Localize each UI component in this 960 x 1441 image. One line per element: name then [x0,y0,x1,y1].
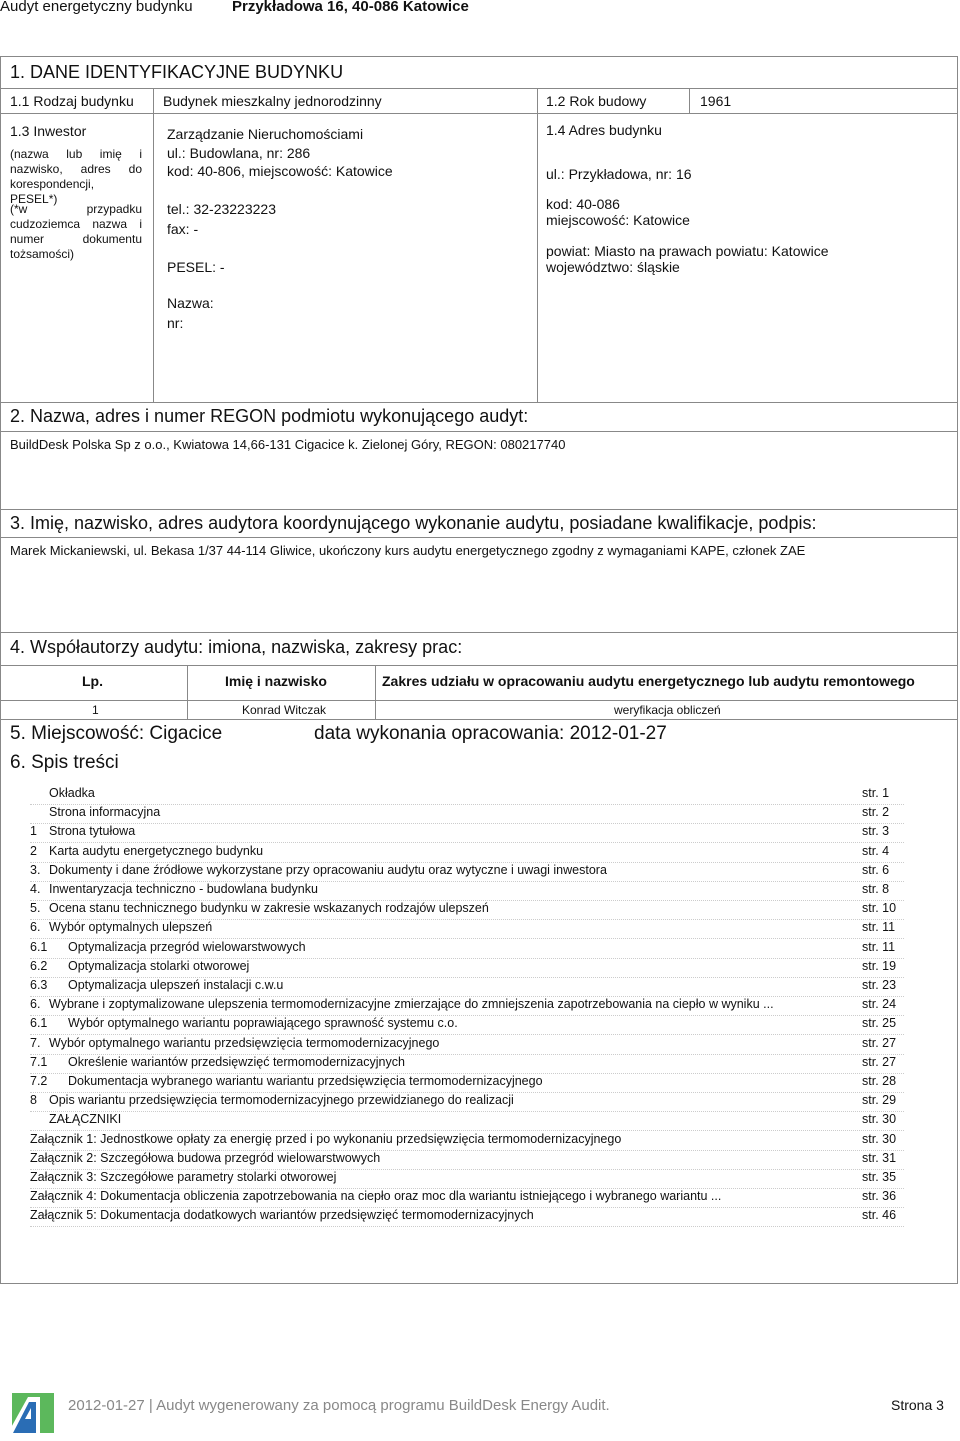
toc-page: str. 35 [862,1170,897,1184]
toc-row [30,997,904,1016]
section5-data: data wykonania opracowania: 2012-01-27 [314,723,667,744]
toc-title: Załącznik 5: Dokumentacja dodatkowych wariantów przedsięwzięć termomodernizacyjnych [30,1208,534,1223]
toc-title: Okładka [49,786,95,800]
toc-number: 6. [30,920,41,935]
toc-title: Wybór optymalnego wariantu przedsięwzięcia termomodernizacyjnego [49,1035,440,1050]
toc-page: str. 11 [862,920,896,935]
toc-page: str. 8 [862,882,890,896]
header-address: Przykładowa 16, 40-086 Katowice [232,0,469,15]
section3-value: Marek Mickaniewski, ul. Bekasa 1/37 44-114 Gliwice, ukończony kurs audytu energetycznego zgodny z wymaganiami KAPE, członek ZAE [10,543,806,558]
section2-value: BuildDesk Polska Sp z o.o., Kwiatowa 14,66-131 Cigacice k. Zielonej Góry, REGON: 080217740 [10,437,566,452]
toc-number: 6.2 [30,958,48,973]
toc-title: Określenie wariantów przedsięwzięć termomodernizacyjnych [68,1054,405,1069]
inwestor-label: 1.3 Inwestor [10,123,87,139]
section5-miejscowosc: 5. Miejscowość: Cigacice [10,723,223,744]
toc-page: str. 27 [862,1035,897,1050]
rodzaj-value: Budynek mieszkalny jednorodzinny [163,93,382,109]
toc-row [30,824,904,843]
toc-page: str. 24 [862,997,897,1012]
toc-title: Inwentaryzacja techniczno - budowlana budynku [49,882,318,896]
inwestor-note2: (*w przypadku cudzoziemca nazwa i numer dokumentu tożsamości) [10,202,142,261]
coauthors-col-lp: Lp. [82,673,103,689]
section1-title: 1. DANE IDENTYFIKACYJNE BUDYNKU [10,62,344,82]
toc-title: Załącznik 2: Szczegółowa budowa przegród wielowarstwowych [30,1150,381,1165]
toc-row [30,920,904,939]
adres-powiat: powiat: Miasto na prawach powiatu: Katowice [546,243,829,259]
toc-page: str. 30 [862,1112,897,1127]
toc-title: Opis wariantu przedsięwzięcia termomodernizacyjnego przewidzianego do realizacji [49,1093,514,1108]
toc-title: Optymalizacja stolarki otworowej [68,958,250,973]
toc-title: Optymalizacja przegród wielowarstwowych [68,939,306,954]
toc-page: str. 36 [862,1189,897,1204]
toc-row [30,940,904,959]
adres-miejscowosc: miejscowość: Katowice [546,212,690,228]
toc-page: str. 19 [862,958,897,973]
toc-number: 8 [30,1093,37,1108]
toc-row [30,805,904,824]
toc-number: 6.1 [30,939,48,954]
rok-value: 1961 [700,93,732,109]
toc-title: Załącznik 1: Jednostkowe opłaty za energię przed i po wykonaniu przedsięwzięcia termomodernizacyjnego [30,1131,622,1146]
section3-title: 3. Imię, nazwisko, adres audytora koordynującego wykonanie audytu, posiadane kwalifikacje, podpis: [10,513,817,533]
section6-title: 6. Spis treści [10,752,119,773]
adres-kod: kod: 40-086 [546,196,620,212]
inwestor-pesel: PESEL: - [167,259,225,275]
toc-row [30,844,904,863]
inwestor-tel: tel.: 32-23223223 [167,201,276,217]
toc-row [30,959,904,978]
toc-title: Załącznik 3: Szczegółowe parametry stolarki otworowej [30,1170,337,1184]
toc-page: str. 3 [862,824,890,839]
toc-number: 4. [30,882,41,896]
inwestor-fax: fax: - [167,221,199,237]
toc-page: str. 25 [862,1016,897,1031]
coauthors-col-name: Imię i nazwisko [225,673,327,689]
toc-page: str. 29 [862,1093,897,1108]
toc-row [30,1016,904,1035]
toc-number: 3. [30,862,41,877]
footer-text: 2012-01-27 | Audyt wygenerowany za pomocą programu BuildDesk Energy Audit. [68,1397,610,1414]
toc-row [30,1074,904,1093]
toc-page: str. 1 [862,786,890,800]
section2-title: 2. Nazwa, adres i numer REGON podmiotu wykonującego audyt: [10,406,529,426]
inwestor-note1: (nazwa lub imię i nazwisko, adres do korespondencji, PESEL*) [10,147,142,206]
toc-title: Załącznik 4: Dokumentacja obliczenia zapotrzebowania na ciepło oraz moc dla wariantu istniejącego i wybranego wariantu ... [30,1189,722,1204]
toc-number: 2 [30,843,37,858]
inwestor-city: kod: 40-806, miejscowość: Katowice [167,163,393,179]
inwestor-nr: nr: [167,315,184,331]
toc-number: 6.1 [30,1016,48,1031]
coauthor-lp: 1 [92,703,99,717]
toc-page: str. 30 [862,1131,897,1146]
toc-title: Karta audytu energetycznego budynku [49,843,264,858]
toc-row [30,1151,904,1170]
toc-page: str. 6 [862,862,890,877]
toc-number: 7.1 [30,1054,48,1069]
coauthor-name: Konrad Witczak [242,703,327,717]
toc-title: Wybór optymalnego wariantu poprawiającego sprawność systemu c.o. [68,1016,458,1031]
toc-row [30,1189,904,1208]
inwestor-name: Zarządzanie Nieruchomościami [167,126,364,142]
toc-row [30,1208,904,1227]
inwestor-nazwa: Nazwa: [167,295,214,311]
toc-number: 5. [30,901,41,916]
header-doc-type: Audyt energetyczny budynku [0,0,193,15]
section4-title: 4. Współautorzy audytu: imiona, nazwiska, zakresy prac: [10,637,463,657]
toc-row [30,1170,904,1189]
footer-page-number: Strona 3 [891,1397,944,1413]
toc-row [30,978,904,997]
coauthors-col-scope: Zakres udziału w opracowaniu audytu energetycznego lub audytu remontowego [382,673,915,689]
toc-row [30,863,904,882]
adres-label: 1.4 Adres budynku [546,122,662,138]
toc-page: str. 10 [862,901,897,916]
toc-page: str. 2 [862,805,890,820]
rodzaj-label: 1.1 Rodzaj budynku [10,93,134,109]
toc-row [30,1093,904,1112]
adres-street: ul.: Przykładowa, nr: 16 [546,166,692,182]
toc-row [30,1132,904,1151]
toc-title: Optymalizacja ulepszeń instalacji c.w.u [68,978,284,992]
toc-row [30,1055,904,1074]
rok-label: 1.2 Rok budowy [546,93,647,109]
toc-page: str. 27 [862,1054,897,1069]
toc-number: 7. [30,1035,41,1050]
toc-row [30,901,904,920]
toc-title: Dokumentacja wybranego wariantu wariantu przedsięwzięcia termomodernizacyjnego [68,1074,543,1088]
toc-row [30,1036,904,1055]
toc-title: Dokumenty i dane źródłowe wykorzystane przy opracowaniu audytu oraz wytyczne i uwagi inwestora [49,862,607,877]
toc-page: str. 28 [862,1074,897,1088]
coauthor-scope: weryfikacja obliczeń [614,703,721,717]
toc-number: 6.3 [30,978,48,992]
toc-title: Ocena stanu technicznego budynku w zakresie wskazanych rodzajów ulepszeń [49,901,489,916]
toc-page: str. 46 [862,1208,897,1223]
toc-number: 6. [30,997,41,1012]
adres-wojewodztwo: województwo: śląskie [546,259,680,275]
toc-page: str. 31 [862,1150,897,1165]
toc-number: 7.2 [30,1074,48,1088]
toc-row [30,882,904,901]
toc-title: ZAŁĄCZNIKI [49,1112,122,1127]
toc-title: Wybór optymalnych ulepszeń [49,920,213,935]
inwestor-street: ul.: Budowlana, nr: 286 [167,145,311,161]
toc-page: str. 23 [862,978,897,992]
toc-row [30,1112,904,1131]
toc-title: Wybrane i zoptymalizowane ulepszenia termomodernizacyjne zmierzające do zmniejszenia zapotrzebowania na ciepło w wyniku ... [49,997,774,1012]
toc-number: 1 [30,824,37,839]
toc-row [30,786,904,805]
toc-title: Strona informacyjna [49,805,161,820]
toc-page: str. 4 [862,843,890,858]
builddesk-logo-icon [8,1393,54,1433]
toc-title: Strona tytułowa [49,824,136,839]
toc-page: str. 11 [862,939,896,954]
